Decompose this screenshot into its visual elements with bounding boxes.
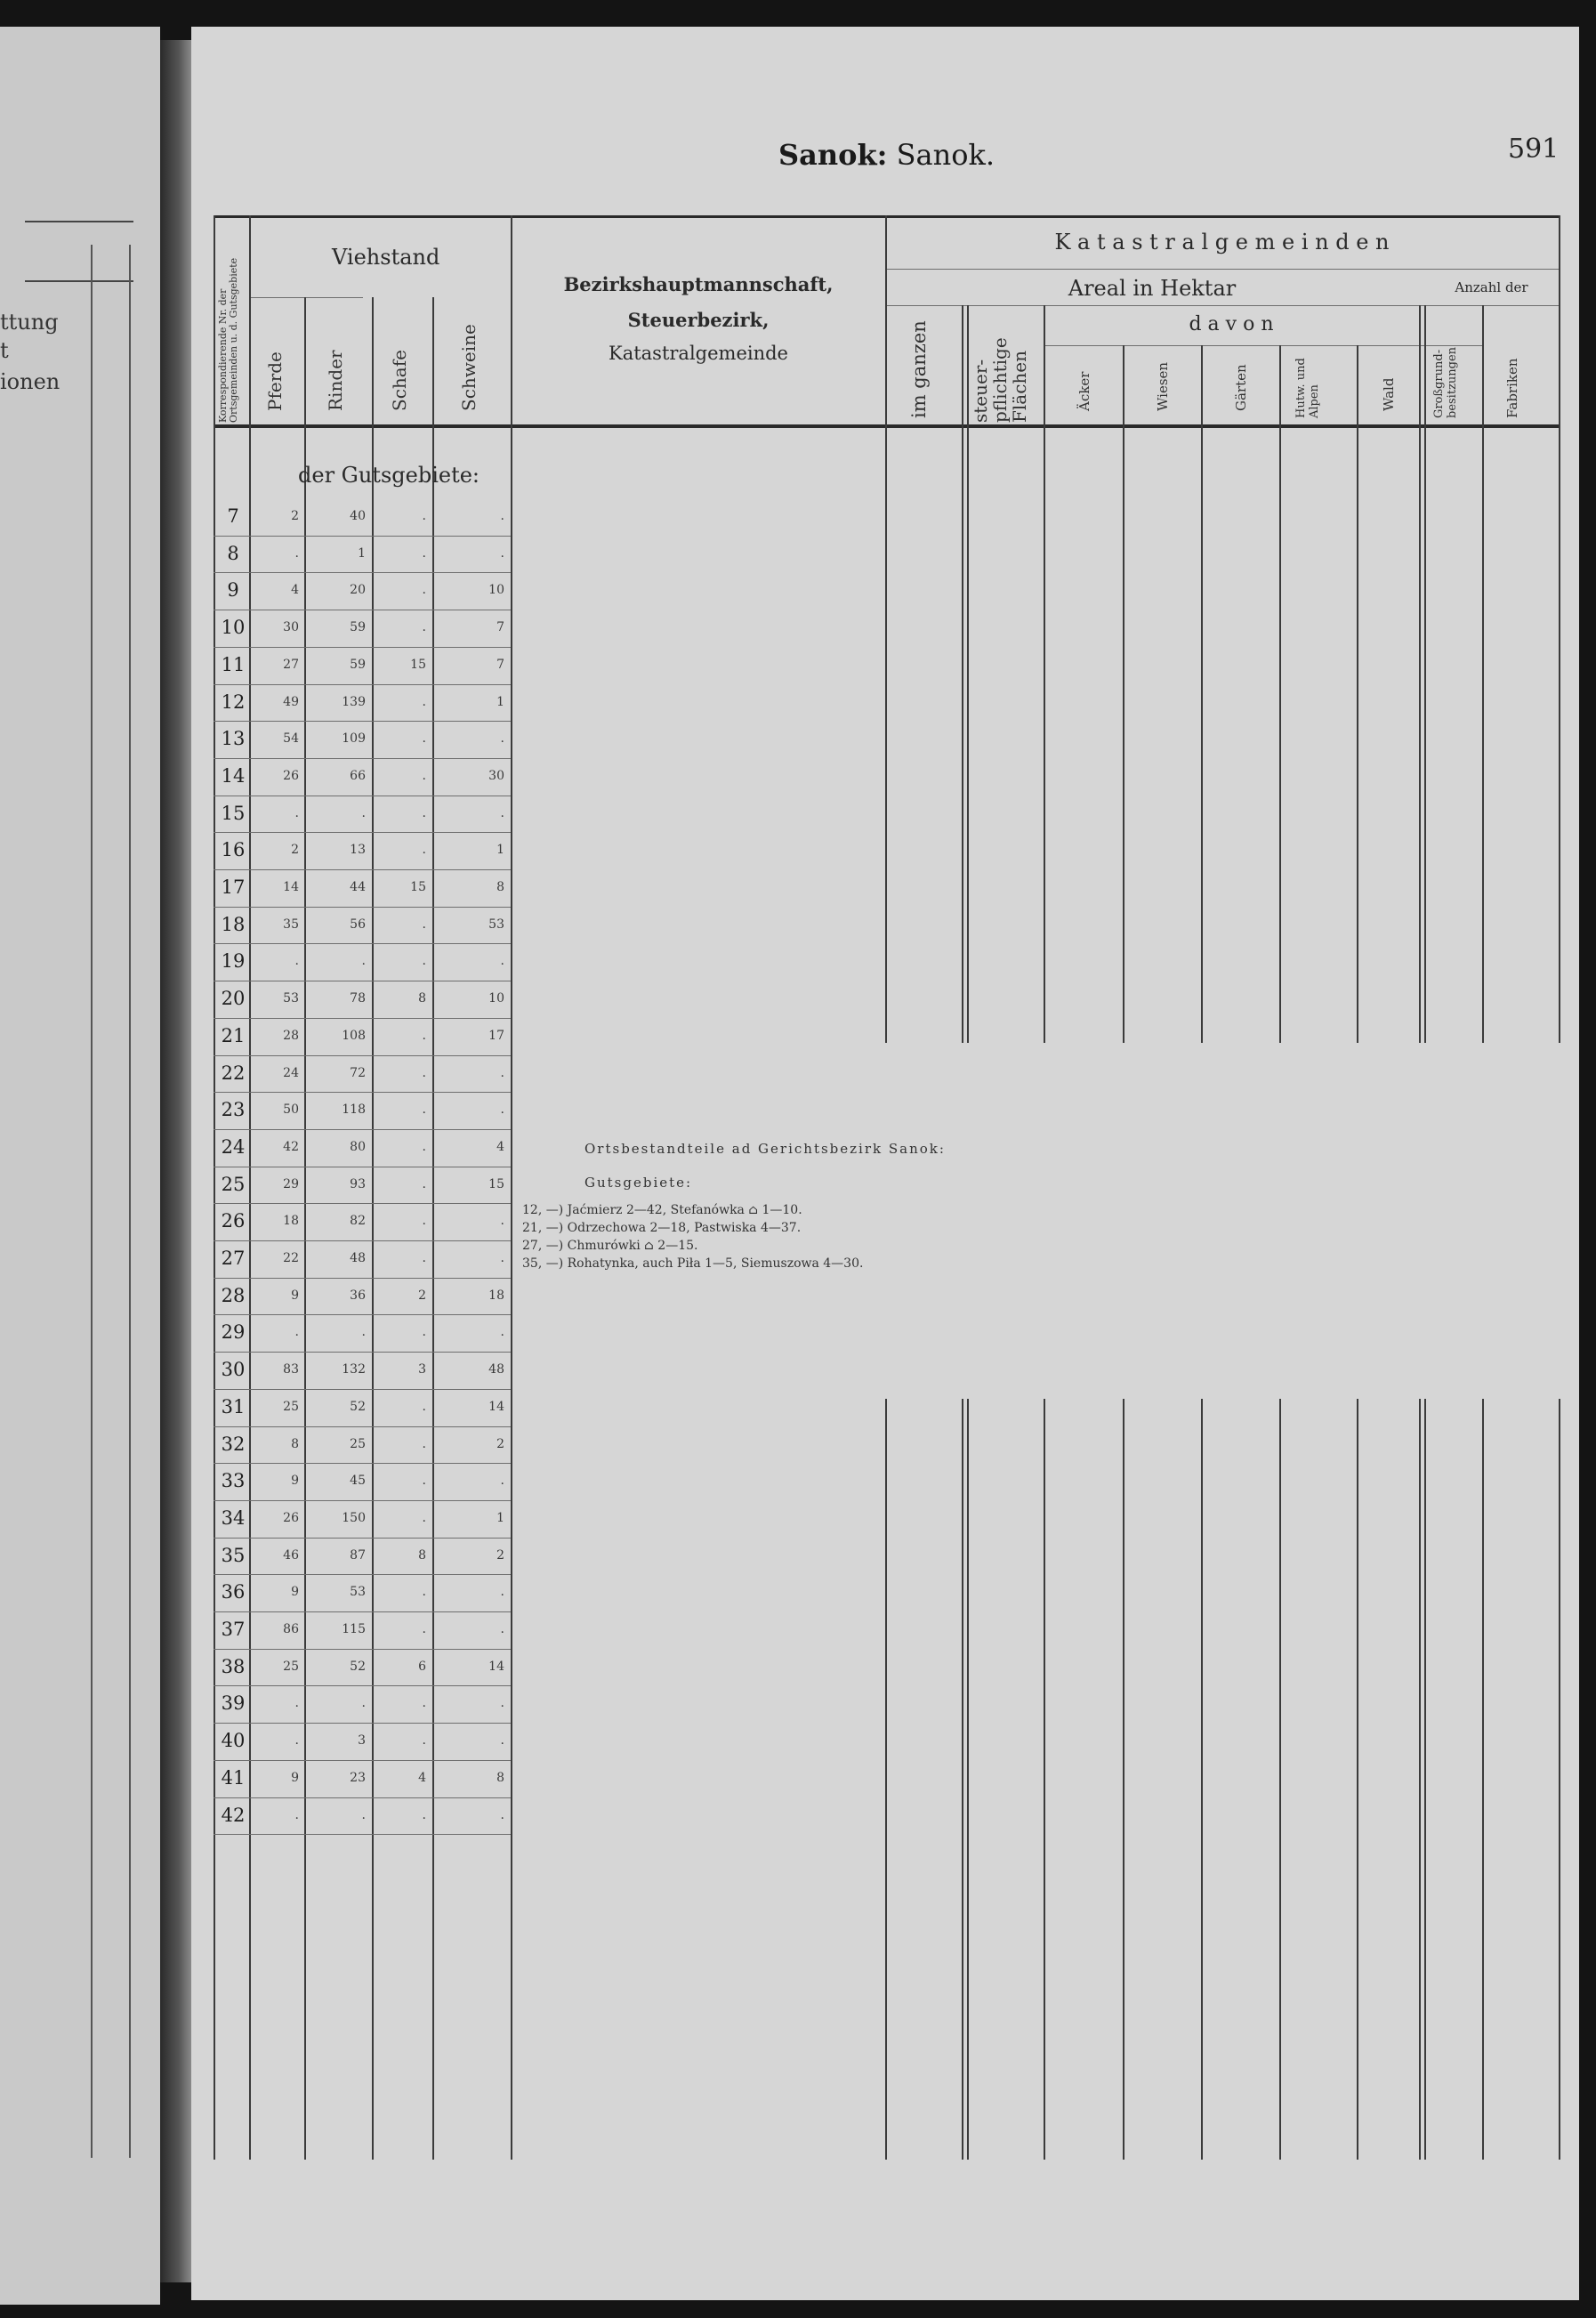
column-rule [304, 297, 306, 2160]
column-rule [1123, 1399, 1124, 2160]
row-number: 42 [221, 1804, 246, 1826]
grossgrundbesitz-column-header: Großgrund-besitzungen [1432, 346, 1459, 418]
page-header [778, 138, 995, 172]
schweine-cell: . [500, 1622, 504, 1636]
row-divider [214, 1538, 511, 1539]
schweine-cell: 10 [488, 583, 504, 598]
schweine-cell: 14 [488, 1399, 504, 1414]
viehstand-header: Viehstand [332, 245, 440, 270]
table-subheading: der Gutsgebiete: [298, 463, 480, 488]
row-divider [214, 1352, 511, 1353]
rinder-cell: 78 [350, 991, 366, 1006]
schweine-cell: . [500, 1214, 504, 1229]
row-divider [214, 1797, 511, 1798]
row-divider [214, 536, 511, 537]
pferde-cell: . [294, 1325, 299, 1340]
schweine-column-header: Schweine [458, 324, 480, 411]
rinder-cell: 139 [342, 694, 366, 709]
katastral-header: K a t a s t r a l g e m e i n d e n [1054, 230, 1390, 254]
row-number: 29 [221, 1321, 246, 1344]
pferde-cell: 24 [283, 1065, 299, 1080]
row-divider [214, 1500, 511, 1501]
rinder-cell: 72 [350, 1065, 366, 1080]
schweine-cell: 2 [496, 1547, 504, 1563]
prev-page-fragment: ionen [0, 369, 60, 394]
schafe-cell: . [422, 1176, 426, 1191]
prev-page-column-rule [91, 245, 93, 2158]
column-rule [511, 215, 512, 2160]
rinder-cell: . [361, 1807, 366, 1822]
schweine-cell: 1 [496, 1510, 504, 1525]
column-rule [372, 297, 374, 2160]
note-line: 35, —) Rohatynka, auch Piła 1—5, Siemuszowa 4—30. [522, 1256, 864, 1271]
column-rule [1424, 305, 1426, 1043]
row-number: 27 [221, 1248, 246, 1269]
column-rule [1419, 305, 1421, 1043]
bezirk-header-line3: Katastralgemeinde [609, 343, 788, 364]
schafe-cell: 15 [410, 880, 426, 894]
pferde-cell: 22 [283, 1251, 299, 1265]
row-divider [214, 1278, 511, 1279]
rinder-cell: 150 [342, 1510, 366, 1525]
rinder-cell: 44 [350, 880, 366, 894]
schafe-cell: . [422, 768, 426, 783]
row-divider [214, 1834, 511, 1835]
schweine-cell: . [500, 1251, 504, 1265]
column-rule [1482, 305, 1484, 1043]
page-header-district: Sanok: [778, 138, 888, 172]
viehstand-underline [249, 297, 363, 298]
schweine-cell: 1 [496, 694, 504, 709]
schafe-cell: . [422, 1065, 426, 1080]
row-divider [214, 1314, 511, 1315]
row-number: 28 [221, 1284, 246, 1306]
rinder-cell: . [361, 1696, 366, 1711]
schafe-cell: . [422, 1474, 426, 1489]
row-number: 15 [221, 802, 246, 824]
pferde-cell: 2 [291, 843, 299, 858]
schafe-cell: . [422, 1214, 426, 1229]
rinder-cell: . [361, 1325, 366, 1340]
row-number: 37 [221, 1619, 246, 1640]
schweine-cell: 2 [496, 1436, 504, 1451]
fabriken-column-header: Fabriken [1504, 358, 1520, 418]
row-divider [214, 758, 511, 759]
book-gutter [160, 40, 191, 2282]
pferde-cell: 83 [283, 1362, 299, 1377]
column-rule [1559, 1399, 1560, 2160]
row-number: 38 [221, 1655, 246, 1677]
pferde-cell: 86 [283, 1622, 299, 1636]
row-number: 24 [221, 1135, 246, 1158]
schweine-cell: . [500, 1474, 504, 1489]
pferde-cell: 18 [283, 1214, 299, 1229]
column-rule [1559, 215, 1560, 1043]
page-number: 591 [1508, 133, 1560, 165]
rinder-cell: 40 [350, 509, 366, 523]
page-header-town: Sanok. [887, 138, 995, 172]
schweine-cell: . [500, 509, 504, 523]
rinder-cell: 13 [350, 843, 366, 858]
row-divider [214, 832, 511, 833]
schafe-cell: . [422, 1325, 426, 1340]
pferde-cell: 27 [283, 657, 299, 672]
column-rule [967, 1399, 969, 2160]
pferde-cell: 53 [283, 991, 299, 1006]
column-rule [1279, 1399, 1281, 2160]
pferde-cell: 25 [283, 1399, 299, 1414]
row-divider [214, 1723, 511, 1724]
pferde-cell: 35 [283, 917, 299, 932]
row-number: 39 [221, 1692, 246, 1715]
schweine-cell: . [500, 1325, 504, 1340]
row-divider [214, 907, 511, 908]
notes-title: Ortsbestandteile ad Gerichtsbezirk Sanok: [584, 1141, 946, 1157]
row-divider [214, 572, 511, 573]
schafe-cell: 8 [418, 991, 426, 1006]
pferde-cell: . [294, 954, 299, 969]
schafe-cell: . [422, 843, 426, 858]
schweine-cell: 7 [496, 620, 504, 635]
row-number: 33 [221, 1470, 246, 1492]
rinder-cell: 56 [350, 917, 366, 932]
row-number: 10 [221, 617, 246, 639]
pferde-cell: 28 [283, 1028, 299, 1043]
pferde-cell: 30 [283, 620, 299, 635]
schafe-cell: . [422, 1585, 426, 1600]
pferde-cell: . [294, 1696, 299, 1711]
row-number: 20 [221, 988, 246, 1010]
column-rule [1201, 1399, 1203, 2160]
prev-page-column-rule [129, 245, 131, 2158]
pferde-cell: 54 [283, 731, 299, 747]
row-divider [214, 1685, 511, 1686]
aecker-column-header: Äcker [1076, 371, 1092, 411]
column-rule [885, 1399, 887, 2160]
pferde-cell: . [294, 1807, 299, 1822]
prev-page-rule [25, 280, 133, 282]
column-rule [1482, 1399, 1484, 2160]
schweine-cell: 48 [488, 1362, 504, 1377]
rinder-cell: 52 [350, 1659, 366, 1674]
schafe-cell: 8 [418, 1547, 426, 1563]
rinder-cell: 118 [342, 1102, 366, 1118]
row-divider [214, 1240, 511, 1241]
pferde-cell: . [294, 1733, 299, 1749]
schweine-cell: 10 [488, 991, 504, 1006]
row-divider [214, 1611, 511, 1612]
row-number: 23 [221, 1099, 246, 1121]
schafe-cell: . [422, 1399, 426, 1414]
pferde-cell: . [294, 805, 299, 820]
pferde-cell: 29 [283, 1176, 299, 1191]
schweine-cell: 7 [496, 657, 504, 672]
schafe-cell: . [422, 694, 426, 709]
schafe-cell: . [422, 954, 426, 969]
row-number: 31 [221, 1395, 246, 1417]
rinder-cell: 87 [350, 1547, 366, 1563]
prev-page-fragment: ttung [0, 310, 59, 335]
row-number: 34 [221, 1506, 246, 1529]
rinder-cell: 3 [358, 1733, 366, 1749]
row-number: 30 [221, 1359, 246, 1381]
schweine-cell: . [500, 1065, 504, 1080]
pferde-cell: 46 [283, 1547, 299, 1563]
schweine-cell: 53 [488, 917, 504, 932]
row-number: 16 [221, 839, 246, 861]
row-number: 35 [221, 1544, 246, 1566]
row-divider [214, 1092, 511, 1093]
row-number: 41 [221, 1766, 246, 1789]
schweine-cell: 14 [488, 1659, 504, 1674]
pferde-cell: 50 [283, 1102, 299, 1118]
pferde-cell: 2 [291, 509, 299, 523]
column-rule [1123, 345, 1124, 1043]
row-number: 13 [221, 728, 246, 750]
schweine-cell: . [500, 954, 504, 969]
rinder-cell: 132 [342, 1362, 366, 1377]
row-divider [214, 1018, 511, 1019]
schweine-cell: 17 [488, 1028, 504, 1043]
pferde-cell: . [294, 545, 299, 561]
row-number: 17 [221, 876, 246, 898]
areal-header: Areal in Hektar [1068, 276, 1237, 301]
row-number: 19 [221, 950, 246, 973]
row-divider [214, 1463, 511, 1464]
rinder-cell: 1 [358, 545, 366, 561]
schweine-cell: . [500, 1696, 504, 1711]
rinder-cell: 20 [350, 583, 366, 598]
column-rule [1201, 345, 1203, 1043]
wald-column-header: Wald [1381, 377, 1397, 411]
notes-subtitle: Gutsgebiete: [584, 1175, 693, 1191]
rinder-cell: 48 [350, 1251, 366, 1265]
schafe-cell: . [422, 1251, 426, 1265]
pferde-cell: 4 [291, 583, 299, 598]
pferde-cell: 9 [291, 1288, 299, 1303]
schweine-cell: . [500, 1102, 504, 1118]
row-number: 21 [221, 1024, 246, 1046]
schafe-cell: . [422, 731, 426, 747]
korrespondenz-column-header: Korrespondierende Nr. der Ortsgemeinden u. d. Gutsgebiete [217, 257, 239, 423]
row-divider [214, 1574, 511, 1575]
rinder-cell: . [361, 805, 366, 820]
row-divider [214, 1129, 511, 1130]
pferde-cell: 42 [283, 1139, 299, 1154]
row-number: 11 [221, 653, 246, 675]
row-divider [214, 1760, 511, 1761]
schafe-cell: . [422, 1733, 426, 1749]
davon-header: d a v o n [1189, 313, 1274, 335]
row-number: 8 [227, 542, 239, 564]
schafe-cell: . [422, 1102, 426, 1118]
rinder-cell: 36 [350, 1288, 366, 1303]
rinder-cell: . [361, 954, 366, 969]
row-number: 9 [227, 579, 239, 602]
row-number: 18 [221, 913, 246, 935]
rinder-cell: 45 [350, 1474, 366, 1489]
row-divider [214, 684, 511, 685]
row-number: 25 [221, 1173, 246, 1195]
rinder-cell: 115 [342, 1622, 366, 1636]
column-rule [432, 297, 434, 2160]
rinder-cell: 108 [342, 1028, 366, 1043]
row-number: 40 [221, 1730, 246, 1752]
schafe-cell: . [422, 1696, 426, 1711]
schafe-cell: 2 [418, 1288, 426, 1303]
row-number: 32 [221, 1433, 246, 1455]
row-divider [214, 1389, 511, 1390]
rinder-cell: 53 [350, 1585, 366, 1600]
schafe-cell: . [422, 583, 426, 598]
row-number: 36 [221, 1581, 246, 1603]
column-rule [962, 305, 963, 1043]
schweine-cell: . [500, 1585, 504, 1600]
row-divider [214, 647, 511, 648]
schafe-cell: . [422, 1510, 426, 1525]
rinder-cell: 93 [350, 1176, 366, 1191]
row-divider [214, 721, 511, 722]
pferde-column-header: Pferde [264, 351, 286, 411]
row-number: 7 [227, 505, 239, 527]
schafe-cell: . [422, 917, 426, 932]
row-divider [214, 1426, 511, 1427]
column-rule [1279, 345, 1281, 1043]
schweine-cell: 4 [496, 1139, 504, 1154]
pferde-cell: 9 [291, 1770, 299, 1785]
rinder-cell: 59 [350, 657, 366, 672]
note-line: 27, —) Chmurówki ⌂ 2—15. [522, 1239, 698, 1253]
rinder-cell: 59 [350, 620, 366, 635]
prev-page-fragment: t [0, 338, 9, 363]
row-divider [214, 869, 511, 870]
schafe-cell: . [422, 1622, 426, 1636]
schweine-cell: 15 [488, 1176, 504, 1191]
schweine-cell: . [500, 1733, 504, 1749]
bezirk-header-line1: Bezirkshauptmannschaft, [563, 273, 834, 295]
row-divider [214, 1203, 511, 1204]
schafe-cell: 4 [418, 1770, 426, 1785]
document-page [191, 27, 1579, 2300]
davon-underline [1044, 345, 1482, 346]
schafe-cell: . [422, 805, 426, 820]
column-rule [1424, 1399, 1426, 2160]
row-number: 12 [221, 691, 246, 713]
schafe-cell: . [422, 1807, 426, 1822]
schweine-cell: 8 [496, 880, 504, 894]
column-rule [967, 305, 969, 1043]
column-rule [885, 215, 887, 1043]
column-rule [1419, 1399, 1421, 2160]
rinder-cell: 23 [350, 1770, 366, 1785]
column-rule [1357, 345, 1358, 1043]
gaerten-column-header: Gärten [1233, 364, 1249, 411]
schweine-cell: . [500, 731, 504, 747]
pferde-cell: 14 [283, 880, 299, 894]
schweine-cell: 30 [488, 768, 504, 783]
column-rule [1044, 305, 1045, 1043]
pferde-cell: 9 [291, 1585, 299, 1600]
katastral-underline [885, 269, 1559, 270]
anzahl-header: Anzahl der [1455, 279, 1528, 295]
prev-page-rule [25, 221, 133, 222]
schafe-cell: . [422, 620, 426, 635]
schafe-cell: 15 [410, 657, 426, 672]
pferde-cell: 9 [291, 1474, 299, 1489]
note-line: 12, —) Jaćmierz 2—42, Stefanówka ⌂ 1—10. [522, 1203, 802, 1217]
schweine-cell: . [500, 1807, 504, 1822]
schweine-cell: 1 [496, 843, 504, 858]
schafe-column-header: Schafe [389, 350, 410, 411]
schweine-cell: 8 [496, 1770, 504, 1785]
pferde-cell: 49 [283, 694, 299, 709]
schweine-cell: . [500, 805, 504, 820]
row-number: 22 [221, 1062, 246, 1084]
row-number: 14 [221, 764, 246, 787]
areal-underline [885, 305, 1559, 306]
schweine-cell: . [500, 545, 504, 561]
row-divider [214, 943, 511, 944]
previous-page-edge [0, 27, 160, 2305]
pferde-cell: 25 [283, 1659, 299, 1674]
schafe-cell: 6 [418, 1659, 426, 1674]
row-divider [214, 1649, 511, 1650]
bezirk-header-line2: Steuerbezirk, [627, 309, 770, 331]
schafe-cell: . [422, 1436, 426, 1451]
rinder-cell: 66 [350, 768, 366, 783]
pferde-cell: 8 [291, 1436, 299, 1451]
im-ganzen-column-header: im ganzen [908, 320, 930, 418]
schafe-cell: . [422, 1139, 426, 1154]
note-line: 21, —) Odrzechowa 2—18, Pastwiska 4—37. [522, 1221, 802, 1235]
row-divider [214, 1055, 511, 1056]
schafe-cell: . [422, 1028, 426, 1043]
rinder-cell: 109 [342, 731, 366, 747]
steuerpflichtige-column-header: steuer-pflichtige Flächen [970, 337, 1030, 423]
wiesen-column-header: Wiesen [1155, 361, 1171, 411]
schafe-cell: . [422, 509, 426, 523]
schafe-cell: 3 [418, 1362, 426, 1377]
row-number: 26 [221, 1210, 246, 1232]
column-rule [1357, 1399, 1358, 2160]
column-rule [1044, 1399, 1045, 2160]
rinder-cell: 80 [350, 1139, 366, 1154]
rinder-column-header: Rinder [325, 350, 346, 411]
rinder-cell: 82 [350, 1214, 366, 1229]
rinder-cell: 25 [350, 1436, 366, 1451]
column-rule [962, 1399, 963, 2160]
schweine-cell: 18 [488, 1288, 504, 1303]
pferde-cell: 26 [283, 768, 299, 783]
pferde-cell: 26 [283, 1510, 299, 1525]
schafe-cell: . [422, 545, 426, 561]
rinder-cell: 52 [350, 1399, 366, 1414]
hutweiden-column-header: Hutw. und Alpen [1294, 358, 1321, 418]
